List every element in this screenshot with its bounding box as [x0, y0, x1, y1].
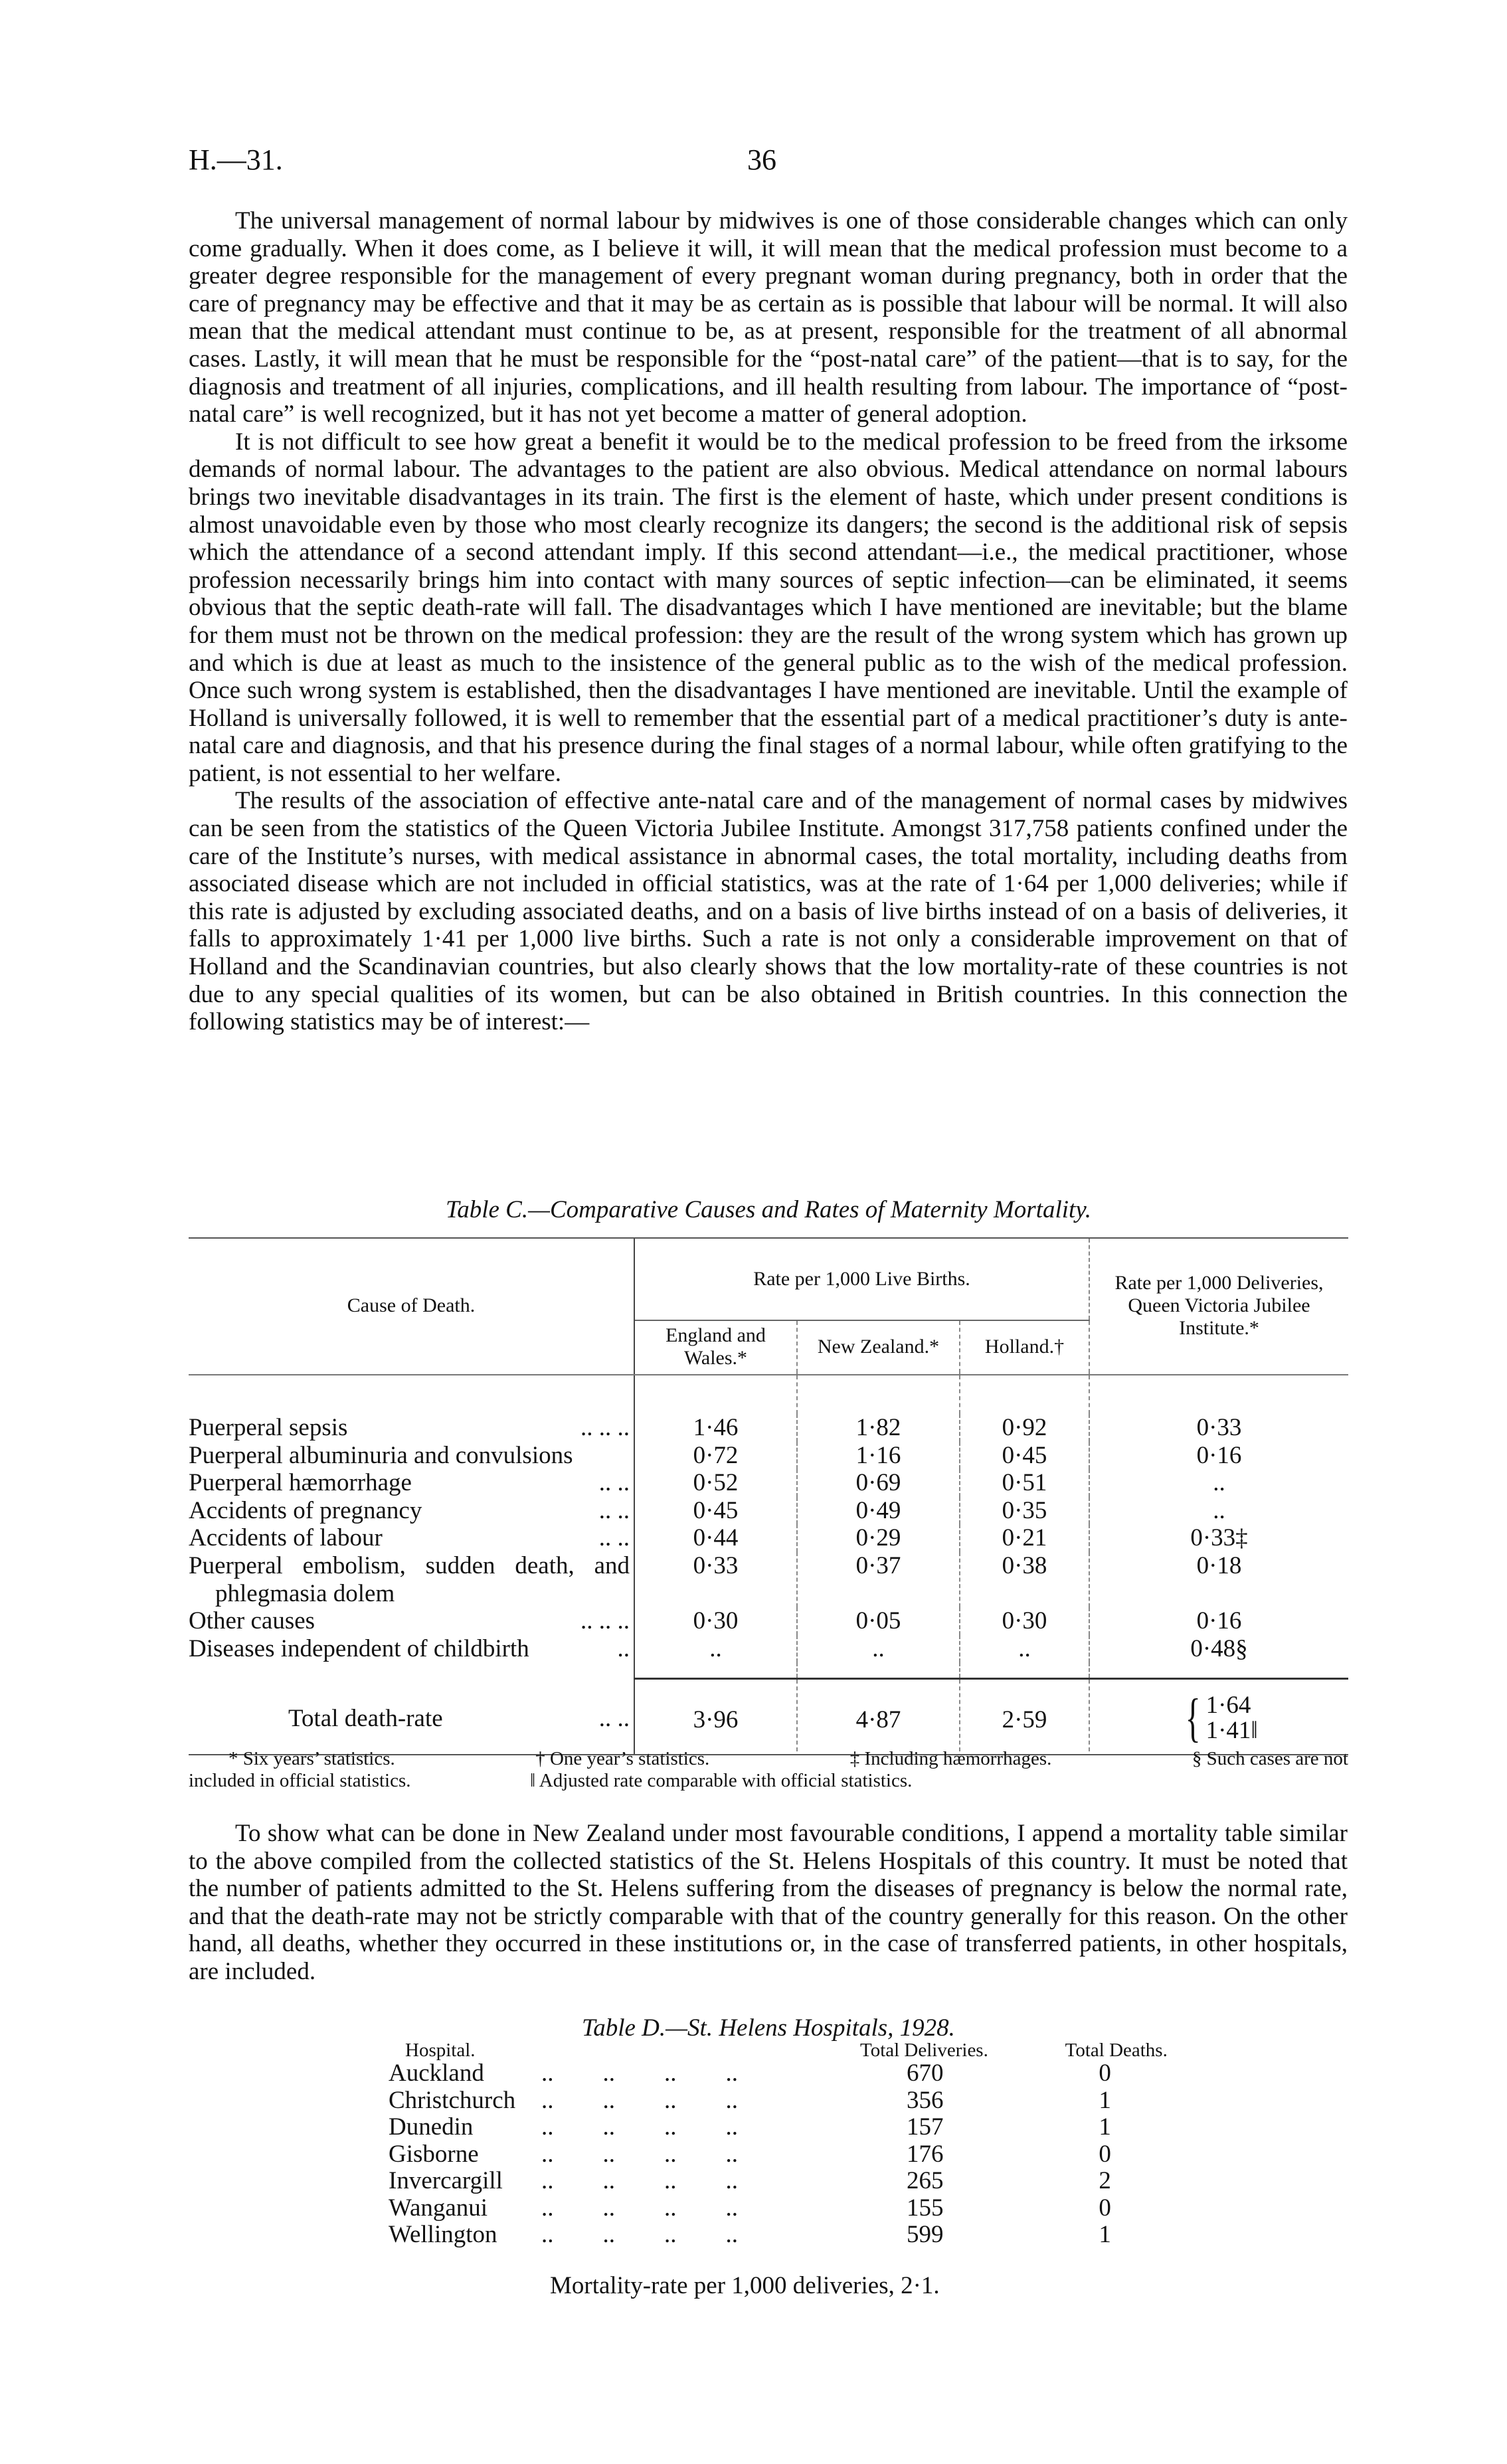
- paragraph: The results of the association of effective ante-natal care and of the management of normal cases by midwives can be seen from the statistics of the Queen Victoria Jubilee Institute. Amongst 317,758 patients confined under the care of the Institute’s nurses, with medical assistance in abnormal cases, the total mortality, including deaths from associated disease which are not included in official statistics, was at the rate of 1·64 per 1,000 deliveries; while if this rate is adjusted by excluding associated deaths, and on a basis of live births instead of on a basis of deliveries, it falls to approximately 1·41 per 1,000 live births. Such a rate is not only a considerable improvement on that of Holland and the Scandinavian countries, but also clearly shows that the low mortality-rate of these countries is not due to any special qualities of its women, but can be also obtained in British countries. In this connection the following statistics may be of interest:—: [189, 787, 1348, 1036]
- cause-label: Puerperal albuminuria and convulsions: [189, 1441, 573, 1469]
- total-holland: 2·59: [960, 1678, 1089, 1751]
- cause-cell: [189, 1635, 634, 1663]
- body-section: [189, 207, 1348, 1036]
- cause-label: Puerperal sepsis: [189, 1414, 348, 1441]
- leader-dots: .. .. .. ..: [541, 2194, 738, 2222]
- table-row: [189, 1635, 1348, 1663]
- table-c: [189, 1237, 1348, 1755]
- leader-dots: .. ..: [598, 1524, 630, 1552]
- table-row: [189, 1552, 1348, 1607]
- leader-dots: .. .. .. ..: [541, 2221, 738, 2248]
- value-qvji: 0·16: [1089, 1607, 1348, 1635]
- leader-dots: .. ..: [598, 1469, 630, 1497]
- table-row: [389, 2114, 1168, 2141]
- value-england-wales: 0·33: [634, 1552, 797, 1607]
- cause-label: Diseases independent of childbirth: [189, 1634, 529, 1662]
- footnote-dagger: † One year’s statistics.: [535, 1748, 710, 1769]
- total-label: Total death-rate: [288, 1705, 443, 1733]
- hospital-name: Wellington: [389, 2221, 497, 2248]
- header-deliveries: Total Deliveries.: [860, 2040, 988, 2061]
- table-row: [389, 2060, 1168, 2087]
- deliveries-value: 265: [907, 2167, 944, 2194]
- table-row: [389, 2141, 1168, 2168]
- table-row: [389, 2195, 1168, 2222]
- table-d-caption: Table D.—St. Helens Hospitals, 1928.: [582, 2014, 955, 2042]
- hospital-name: Christchurch: [389, 2086, 516, 2114]
- table-d-summary: Mortality-rate per 1,000 deliveries, 2·1.: [550, 2272, 940, 2299]
- hospital-name: Invercargill: [389, 2167, 503, 2194]
- value-holland: 0·92: [960, 1414, 1089, 1442]
- value-england-wales: 1·46: [634, 1414, 797, 1442]
- page-number: 36: [747, 143, 776, 176]
- value-england-wales: 0·72: [634, 1442, 797, 1470]
- table-row: [189, 1497, 1348, 1525]
- deliveries-value: 176: [907, 2140, 944, 2168]
- value-qvji: 0·33: [1089, 1414, 1348, 1442]
- header-england-wales: England and Wales.*: [634, 1320, 797, 1373]
- leader-dots: .. ..: [598, 1496, 630, 1524]
- cause-label: Accidents of pregnancy: [189, 1496, 422, 1524]
- value-qvji: 0·33‡: [1089, 1524, 1348, 1552]
- value-england-wales: ..: [634, 1635, 797, 1663]
- header-deaths: Total Deaths.: [1065, 2040, 1168, 2061]
- footnote-section: § Such cases are not: [1192, 1748, 1348, 1769]
- value-new-zealand: 0·69: [797, 1469, 960, 1497]
- cause-cell: [189, 1414, 634, 1442]
- cause-cell: [189, 1552, 634, 1607]
- leader-dots: .. .. ..: [580, 1414, 630, 1441]
- cause-cell: [189, 1497, 634, 1525]
- footnote-parallel: ‖ Adjusted rate comparable with official statistics.: [530, 1770, 913, 1791]
- value-holland: 0·45: [960, 1442, 1089, 1470]
- cause-cell: [189, 1469, 634, 1497]
- document-reference: H.—31.: [189, 143, 283, 176]
- paragraph: It is not difficult to see how great a benefit it would be to the medical profession to be freed from the irksome demands of normal labour. The advantages to the patient are also obvious. Medical attendance on normal labours brings two inevitable disadvantages in its train. The first is the element of haste, which under present conditions is almost unavoidable even by those who most clearly recognize its dangers; the second is the additional risk of sepsis which the attendance of a second attendant imply. If this second attendant—i.e., the medical practitioner, whose profession necessarily brings him into contact with many sources of septic infection—can be eliminated, it seems obvious that the septic death-rate will fall. The disadvantages which I have mentioned are inevitable; but the blame for them must not be thrown on the medical profession: they are the result of the wrong system which has grown up and which is due at least as much to the insistence of the general public as to the wish of the medical profession. Once such wrong system is established, then the disadvantages I have mentioned are inevitable. Until the example of Holland is universally followed, it is well to remember that the essential part of a medical practitioner’s duty is ante-natal care and diagnosis, and that his presence during the final stages of a normal labour, while often gratifying to the patient, is not essential to her welfare.: [189, 428, 1348, 787]
- footnote-section-cont: included in official statistics.: [189, 1770, 411, 1791]
- value-holland: 0·35: [960, 1497, 1089, 1525]
- cause-cell: [189, 1607, 634, 1635]
- cause-cell: [189, 1524, 634, 1552]
- leader-dots: .. ..: [598, 1705, 630, 1733]
- deaths-value: 2: [1099, 2167, 1111, 2194]
- leader-dots: .. .. .. ..: [541, 2113, 738, 2141]
- value-holland: 0·30: [960, 1607, 1089, 1635]
- header-qvji: Rate per 1,000 Deliveries, Queen Victoria Jubilee Institute.*: [1089, 1238, 1348, 1373]
- value-qvji: 0·16: [1089, 1442, 1348, 1470]
- value-england-wales: 0·44: [634, 1524, 797, 1552]
- header-hospital: Hospital.: [405, 2040, 476, 2061]
- table-c-caption: Table C.—Comparative Causes and Rates of Maternity Mortality.: [446, 1196, 1091, 1223]
- value-england-wales: 0·52: [634, 1469, 797, 1497]
- deliveries-value: 356: [907, 2086, 944, 2114]
- leader-dots: .. .. .. ..: [541, 2086, 738, 2114]
- value-new-zealand: 1·82: [797, 1414, 960, 1442]
- value-new-zealand: 0·29: [797, 1524, 960, 1552]
- cause-label: Puerperal hæmorrhage: [189, 1469, 412, 1497]
- hospital-name: Gisborne: [389, 2140, 479, 2168]
- paragraph: The universal management of normal labour by midwives is one of those considerable changes which can only come gradually. When it does come, as I believe it will, it will mean that the medical profession must become to a greater degree responsible for the management of every pregnant woman during pregnancy, both in order that the care of pregnancy may be effective and that it may be as certain as is possible that labour will be normal. It will also mean that the medical attendant must continue to be, as at present, responsible for the treatment of all abnormal cases. Lastly, it will mean that he must be responsible for the “post-natal care” of the patient—that is to say, for the diagnosis and treatment of all injuries, complications, and ill health resulting from labour. The importance of “post-natal care” is well recognized, but it has not yet become a matter of general adoption.: [189, 207, 1348, 428]
- cause-label: Other causes: [189, 1607, 315, 1635]
- table-row: [389, 2168, 1168, 2195]
- value-holland: 0·51: [960, 1469, 1089, 1497]
- deliveries-value: 155: [907, 2194, 944, 2222]
- table-c-footnotes: [189, 1748, 1348, 1792]
- header-live-births: Rate per 1,000 Live Births.: [634, 1238, 1089, 1320]
- table-row: [389, 2087, 1168, 2115]
- deaths-value: 1: [1099, 2113, 1111, 2141]
- leader-dots: .. .. .. ..: [541, 2167, 738, 2194]
- value-qvji: 0·48§: [1089, 1635, 1348, 1663]
- deaths-value: 0: [1099, 2060, 1111, 2087]
- total-nz: 4·87: [797, 1678, 960, 1751]
- cause-cell: [189, 1442, 634, 1470]
- value-new-zealand: 1·16: [797, 1442, 960, 1470]
- table-row: [389, 2222, 1168, 2249]
- deliveries-value: 670: [907, 2060, 944, 2087]
- table-row: [189, 1414, 1348, 1442]
- value-qvji: 0·18: [1089, 1552, 1348, 1607]
- footnote-double-dagger: ‡ Including hæmorrhages.: [849, 1748, 1052, 1769]
- deaths-value: 1: [1099, 2086, 1111, 2114]
- total-ew: 3·96: [634, 1678, 797, 1751]
- value-new-zealand: 0·49: [797, 1497, 960, 1525]
- cause-label: Accidents of labour: [189, 1524, 383, 1552]
- table-row: [189, 1524, 1348, 1552]
- deliveries-value: 599: [907, 2221, 944, 2248]
- value-new-zealand: 0·05: [797, 1607, 960, 1635]
- leader-dots: .. .. ..: [580, 1607, 630, 1635]
- total-row: [189, 1678, 1348, 1751]
- footnote-star: * Six years’ statistics.: [228, 1748, 395, 1769]
- value-england-wales: 0·45: [634, 1497, 797, 1525]
- hospital-name: Wanganui: [389, 2194, 488, 2222]
- total-qvji-1: 1·64: [1205, 1691, 1251, 1719]
- hospital-name: Auckland: [389, 2060, 484, 2087]
- deliveries-value: 157: [907, 2113, 944, 2141]
- header-cause: Cause of Death.: [189, 1238, 634, 1373]
- value-new-zealand: 0·37: [797, 1552, 960, 1607]
- table-row: [189, 1442, 1348, 1470]
- deaths-value: 0: [1099, 2194, 1111, 2222]
- body-section-d: [189, 1820, 1348, 1986]
- value-new-zealand: ..: [797, 1635, 960, 1663]
- value-holland: 0·21: [960, 1524, 1089, 1552]
- deaths-value: 0: [1099, 2140, 1111, 2168]
- value-holland: 0·38: [960, 1552, 1089, 1607]
- table-row: [189, 1469, 1348, 1497]
- leader-dots: ..: [617, 1634, 630, 1662]
- deaths-value: 1: [1099, 2221, 1111, 2248]
- value-england-wales: 0·30: [634, 1607, 797, 1635]
- leader-dots: .. .. .. ..: [541, 2060, 738, 2087]
- value-holland: ..: [960, 1635, 1089, 1663]
- brace-icon: {: [1185, 1688, 1201, 1747]
- paragraph: To show what can be done in New Zealand under most favourable conditions, I append a mortality table similar to the above compiled from the collected statistics of the St. Helens Hospitals of this country. It must be noted that the number of patients admitted to the St. Helens suffering from the diseases of pregnancy is below the normal rate, and that the death-rate may not be strictly comparable with that of the country generally for this reason. On the other hand, all deaths, whether they occurred in these institutions or, in the case of transferred patients, in other hospitals, are included.: [189, 1820, 1348, 1985]
- leader-dots: .. .. .. ..: [541, 2140, 738, 2168]
- cause-label: Puerperal embolism, sudden death, and phlegmasia dolem: [189, 1551, 630, 1607]
- value-qvji: ..: [1089, 1469, 1348, 1497]
- header-new-zealand: New Zealand.*: [797, 1320, 960, 1373]
- header-holland: Holland.†: [960, 1320, 1089, 1373]
- value-qvji: ..: [1089, 1497, 1348, 1525]
- total-qvji-2: 1·41‖: [1205, 1716, 1258, 1744]
- hospital-name: Dunedin: [389, 2113, 474, 2141]
- table-d: [389, 2040, 1168, 2249]
- table-row: [189, 1607, 1348, 1635]
